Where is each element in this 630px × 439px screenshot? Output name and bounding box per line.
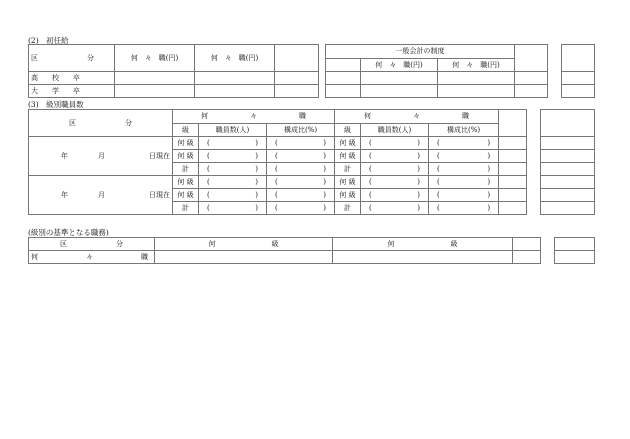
gap-cell	[541, 238, 555, 251]
job2-header: 何 々 職	[335, 110, 499, 124]
value-cell	[541, 189, 595, 202]
value-cell	[515, 72, 548, 85]
ratio-cell: ( )	[267, 163, 335, 176]
starting-salary-table	[28, 44, 595, 98]
grade-cell: 何 級	[335, 189, 361, 202]
value-cell	[438, 85, 515, 98]
job-type-right: 職	[141, 252, 148, 261]
gap-cell	[541, 251, 555, 264]
as-of-date-cell	[29, 176, 173, 215]
ratio-header: 構成比(%)	[429, 124, 499, 137]
gap-cell	[548, 85, 562, 98]
kubun-cell	[29, 45, 115, 72]
date-year-label: 年	[61, 151, 68, 160]
kubun-cell	[29, 110, 173, 137]
ratio-cell: ( )	[429, 202, 499, 215]
staff-by-grade-table	[28, 109, 595, 215]
total-cell: 計	[335, 202, 361, 215]
gap-cell	[527, 150, 541, 163]
empty-header-cell	[515, 45, 548, 72]
ratio-cell: ( )	[267, 137, 335, 150]
value-cell	[195, 72, 275, 85]
ratio-cell: ( )	[267, 202, 335, 215]
ratio-cell: ( )	[429, 150, 499, 163]
ratio-cell: ( )	[429, 137, 499, 150]
value-cell	[333, 251, 513, 264]
grade-cell: 何 級	[335, 137, 361, 150]
value-cell	[499, 189, 527, 202]
empty-header-cell	[513, 238, 541, 251]
job2-salary-header: 何 々 職(円)	[195, 45, 275, 72]
staff-count-cell: ( )	[199, 202, 267, 215]
kubun-label: 区 分	[31, 53, 94, 62]
value-cell	[195, 85, 275, 98]
general-job2-header: 何 々 職(円)	[438, 59, 515, 72]
value-cell	[541, 150, 595, 163]
date-suffix-label: 日現在	[149, 190, 170, 199]
value-cell	[499, 150, 527, 163]
empty-header-cell	[541, 110, 595, 137]
value-cell	[499, 137, 527, 150]
staff-count-cell: ( )	[199, 150, 267, 163]
row-label-high-school: 高 校 卒	[29, 72, 115, 85]
empty-cell	[326, 59, 361, 72]
gap-cell	[319, 45, 326, 72]
general-account-header: 一般会計の制度	[326, 45, 515, 59]
grade-cell: 何 級	[173, 137, 199, 150]
date-month-label: 月	[98, 190, 105, 199]
staff-count-cell: ( )	[361, 202, 429, 215]
job-type-left: 何	[31, 252, 38, 261]
job1-salary-header: 何 々 職(円)	[115, 45, 195, 72]
staff-count-cell: ( )	[199, 176, 267, 189]
value-cell	[275, 72, 319, 85]
value-cell	[361, 72, 438, 85]
grade-duties-caption: (級別の基準となる職務)	[28, 228, 109, 237]
staff-count-cell: ( )	[361, 189, 429, 202]
gap-cell	[527, 110, 541, 137]
value-cell	[499, 176, 527, 189]
ratio-cell: ( )	[429, 189, 499, 202]
grade-header: 級	[173, 124, 199, 137]
staff-count-header: 職員数(人)	[361, 124, 429, 137]
empty-header-cell	[562, 45, 595, 72]
grade-cell: 何 級	[173, 150, 199, 163]
staff-count-cell: ( )	[199, 163, 267, 176]
value-cell	[513, 251, 541, 264]
gap-cell	[527, 137, 541, 150]
grade-data-row	[29, 176, 595, 189]
value-cell	[326, 72, 361, 85]
value-cell	[541, 176, 595, 189]
gap-cell	[319, 72, 326, 85]
value-cell	[562, 72, 595, 85]
grade-cell: 何 級	[335, 150, 361, 163]
value-cell	[555, 251, 595, 264]
staff-count-cell: ( )	[199, 137, 267, 150]
grade-cell: 何 級	[173, 189, 199, 202]
grade-header-row	[29, 110, 595, 124]
value-cell	[541, 137, 595, 150]
ratio-cell: ( )	[429, 163, 499, 176]
date-year-label: 年	[61, 190, 68, 199]
gap-cell	[527, 163, 541, 176]
value-cell	[115, 72, 195, 85]
value-cell	[115, 85, 195, 98]
ratio-cell: ( )	[267, 176, 335, 189]
grade-cell: 何 級	[335, 176, 361, 189]
job1-header: 何 々 職	[173, 110, 335, 124]
value-cell	[361, 85, 438, 98]
value-cell	[155, 251, 333, 264]
salary-header-row	[29, 45, 595, 59]
duties-row	[29, 251, 595, 264]
general-job1-header: 何 々 職(円)	[361, 59, 438, 72]
staff-count-cell: ( )	[361, 137, 429, 150]
grade-cell: 何 級	[173, 176, 199, 189]
date-month-label: 月	[98, 151, 105, 160]
total-cell: 計	[335, 163, 361, 176]
starting-salary-caption: (2) 初任給	[28, 36, 69, 45]
staff-count-header: 職員数(人)	[199, 124, 267, 137]
staff-count-cell: ( )	[361, 163, 429, 176]
gap-cell	[527, 189, 541, 202]
gap-cell	[527, 176, 541, 189]
value-cell	[326, 85, 361, 98]
grade-header: 級	[335, 124, 361, 137]
value-cell	[275, 85, 319, 98]
empty-header-cell	[275, 45, 319, 72]
gap-cell	[548, 72, 562, 85]
empty-header-cell	[499, 110, 527, 137]
grade2-header: 何 級	[333, 238, 513, 251]
job-type-mid: 々	[86, 252, 93, 261]
job-type-cell	[29, 251, 155, 264]
duties-header-row	[29, 238, 595, 251]
gap-cell	[319, 85, 326, 98]
ratio-header: 構成比(%)	[267, 124, 335, 137]
gap-cell	[548, 45, 562, 72]
value-cell	[541, 163, 595, 176]
grade-duties-table	[28, 237, 595, 264]
date-suffix-label: 日現在	[149, 151, 170, 160]
value-cell	[438, 72, 515, 85]
staff-count-cell: ( )	[199, 189, 267, 202]
salary-row-high-school	[29, 72, 595, 85]
value-cell	[499, 202, 527, 215]
grade-data-row	[29, 137, 595, 150]
empty-header-cell	[555, 238, 595, 251]
staff-count-cell: ( )	[361, 176, 429, 189]
as-of-date-cell	[29, 137, 173, 176]
row-label-university: 大 学 卒	[29, 85, 115, 98]
salary-row-university	[29, 85, 595, 98]
kubun-cell: 区 分	[29, 238, 155, 251]
total-cell: 計	[173, 163, 199, 176]
ratio-cell: ( )	[429, 176, 499, 189]
staff-count-cell: ( )	[361, 150, 429, 163]
kubun-label: 区 分	[69, 118, 132, 127]
ratio-cell: ( )	[267, 150, 335, 163]
value-cell	[499, 163, 527, 176]
value-cell	[515, 85, 548, 98]
gap-cell	[527, 202, 541, 215]
total-cell: 計	[173, 202, 199, 215]
grade1-header: 何 級	[155, 238, 333, 251]
ratio-cell: ( )	[267, 189, 335, 202]
staff-by-grade-caption: (3) 級別職員数	[28, 100, 84, 109]
value-cell	[562, 85, 595, 98]
value-cell	[541, 202, 595, 215]
